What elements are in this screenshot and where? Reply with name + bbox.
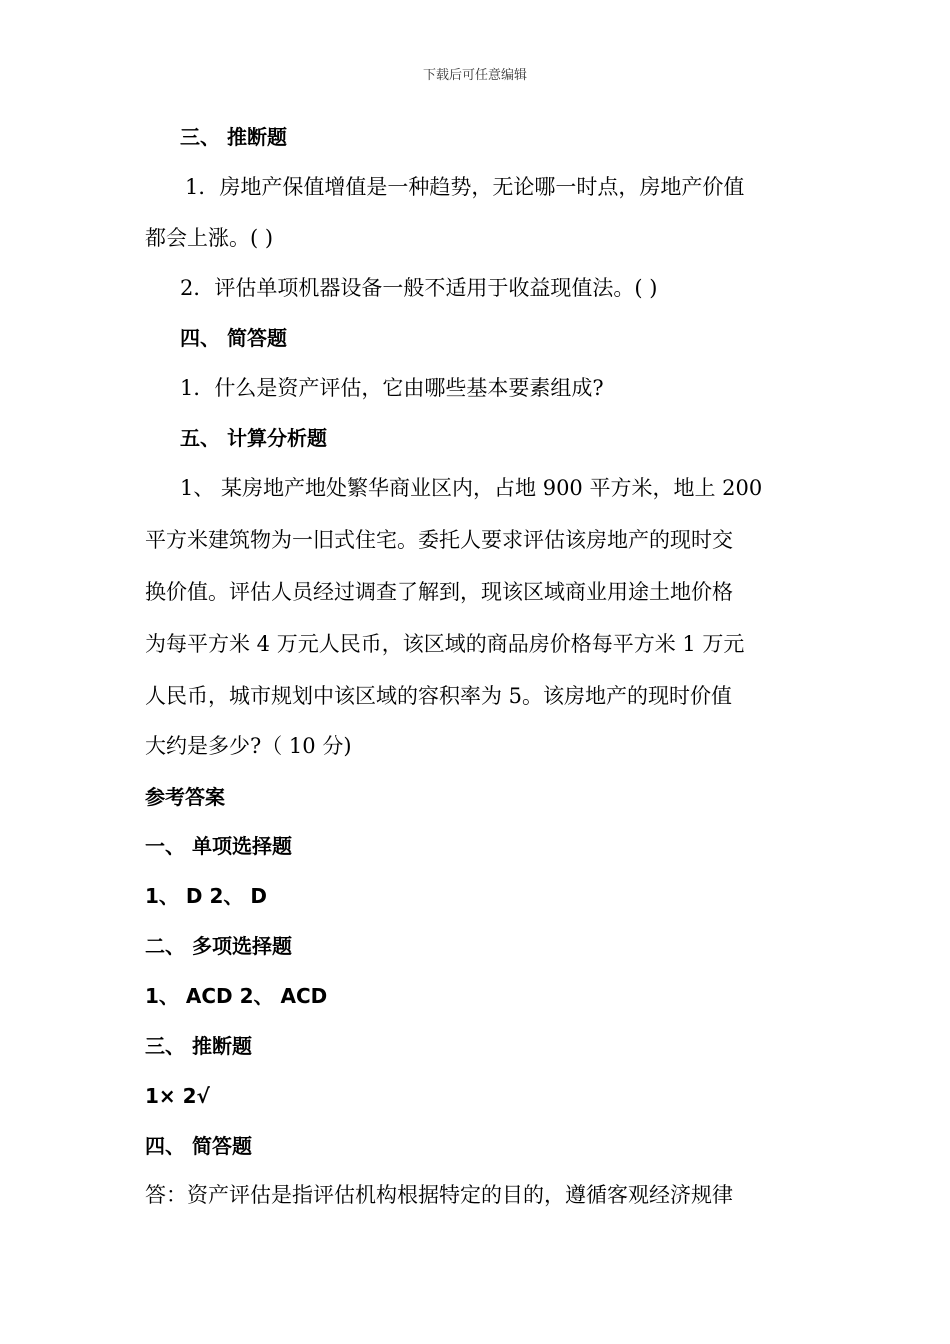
section-5-question-line-5: 人民币，城市规划中该区域的容积率为 5。该房地产的现时价值 — [145, 684, 733, 708]
section-3-question-1-line-1: 1．房地产保值增值是一种趋势，无论哪一时点，房地产价值 — [185, 175, 745, 199]
answer-section-3-title: 三、 推断题 — [145, 1034, 252, 1058]
answer-section-4-title: 四、 简答题 — [145, 1134, 252, 1158]
answer-section-2-content: 1、 ACD 2、 ACD — [145, 984, 328, 1008]
section-5-question-line-6: 大约是多少?（ 10 分) — [145, 734, 352, 758]
section-3-title: 三、 推断题 — [180, 125, 287, 149]
answers-title: 参考答案 — [145, 785, 225, 809]
section-5-title: 五、 计算分析题 — [180, 426, 327, 450]
section-5-question-line-1: 1、 某房地产地处繁华商业区内，占地 900 平方米，地上 200 — [180, 476, 763, 500]
section-5-question-line-4: 为每平方米 4 万元人民币，该区域的商品房价格每平方米 1 万元 — [145, 632, 745, 656]
answer-section-1-title: 一、 单项选择题 — [145, 834, 292, 858]
section-5-question-line-2: 平方米建筑物为一旧式住宅。委托人要求评估该房地产的现时交 — [145, 528, 733, 552]
section-4-title: 四、 简答题 — [180, 326, 287, 350]
answer-section-4-content: 答：资产评估是指评估机构根据特定的目的，遵循客观经济规律 — [145, 1183, 733, 1207]
section-4-question-1: 1．什么是资产评估，它由哪些基本要素组成? — [180, 376, 604, 400]
section-3-question-2: 2．评估单项机器设备一般不适用于收益现值法。( ) — [180, 276, 658, 300]
page-header: 下载后可任意编辑 — [422, 68, 527, 83]
section-3-question-1-line-2: 都会上涨。( ) — [145, 226, 274, 250]
answer-section-2-title: 二、 多项选择题 — [145, 934, 292, 958]
section-5-question-line-3: 换价值。评估人员经过调查了解到，现该区域商业用途土地价格 — [145, 580, 733, 604]
answer-section-1-content: 1、 D 2、 D — [145, 884, 267, 908]
answer-section-3-content: 1× 2√ — [145, 1084, 210, 1108]
